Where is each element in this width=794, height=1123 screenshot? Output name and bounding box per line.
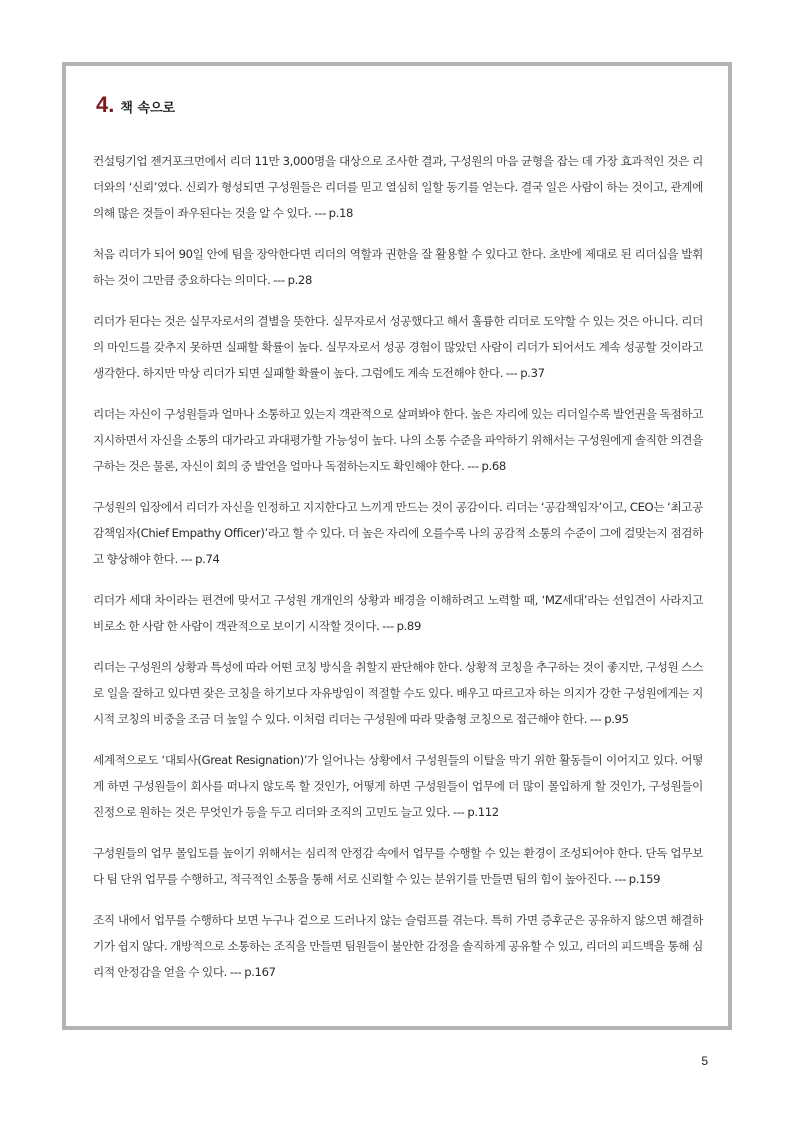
excerpt-paragraph: 구성원의 입장에서 리더가 자신을 인정하고 지지한다고 느끼게 만드는 것이 공감이다. 리더는 ‘공감책임자’이고, CEO는 ‘최고공감책임자(Chief Empathy Officer)’라고 할 수 있다. 더 높은 자리에 오를수록 나의 공감적 소통의 수준이 그에 걸맞는지 점검하고 향상해야 한다. --- p.74 xyxy=(93,500,703,566)
excerpt-paragraph: 세계적으로도 ‘대퇴사(Great Resignation)’가 일어나는 상황에서 구성원들의 이탈을 막기 위한 활동들이 이어지고 있다. 어떻게 하면 구성원들이 회사를 떠나지 않도록 할 것인가, 어떻게 하면 구성원들이 업무에 더 많이 몰입하게 할 것인가, 구성원들이 진정으로 원하는 것은 무엇인가 등을 두고 리더와 조직의 고민도 늘고 있다. --- p.112 xyxy=(93,753,703,819)
excerpt-paragraph: 리더가 된다는 것은 실무자로서의 결별을 뜻한다. 실무자로서 성공했다고 해서 훌륭한 리더로 도약할 수 있는 것은 아니다. 리더의 마인드를 갖추지 못하면 실패할 확률이 높다. 실무자로서 성공 경험이 많았던 사람이 리더가 되어서도 계속 성공할 것이라고 생각한다. 하지만 막상 리더가 되면 실패할 확률이 높다. 그럼에도 계속 도전해야 한다. --- p.37 xyxy=(93,314,703,380)
page-number: 5 xyxy=(701,1054,708,1068)
section-title: 책 속으로 xyxy=(120,101,176,116)
excerpt-paragraph: 리더는 구성원의 상황과 특성에 따라 어떤 코칭 방식을 취할지 판단해야 한다. 상황적 코칭을 추구하는 것이 좋지만, 구성원 스스로 일을 잘하고 있다면 잦은 코칭을 하기보다 자유방임이 적절할 수도 있다. 배우고 따르고자 하는 의지가 강한 구성원에게는 지시적 코칭의 비중을 조금 더 높일 수 있다. 이처럼 리더는 구성원에 따라 맞춤형 코칭으로 접근해야 한다. --- p.95 xyxy=(93,660,703,726)
excerpt-list xyxy=(93,148,703,1000)
section-number: 4. xyxy=(96,92,115,117)
excerpt-paragraph: 리더는 자신이 구성원들과 얼마나 소통하고 있는지 객관적으로 살펴봐야 한다. 높은 자리에 있는 리더일수록 발언권을 독점하고 지시하면서 자신을 소통의 대가라고 과대평가할 가능성이 높다. 나의 소통 수준을 파악하기 위해서는 구성원에게 솔직한 의견을 구하는 것은 물론, 자신이 회의 중 발언을 얼마나 독점하는지도 확인해야 한다. --- p.68 xyxy=(93,407,703,473)
excerpt-paragraph: 컨설팅기업 젠거포크먼에서 리더 11만 3,000명을 대상으로 조사한 결과, 구성원의 마음 균형을 잡는 데 가장 효과적인 것은 리더와의 ‘신뢰’였다. 신뢰가 형성되면 구성원들은 리더를 믿고 열심히 일할 동기를 얻는다. 결국 일은 사람이 하는 것이고, 관계에 의해 많은 것들이 좌우된다는 것을 알 수 있다. --- p.18 xyxy=(93,154,703,220)
section-heading xyxy=(96,92,175,118)
content-frame xyxy=(62,62,732,1030)
excerpt-paragraph: 처음 리더가 되어 90일 안에 팀을 장악한다면 리더의 역할과 권한을 잘 활용할 수 있다고 한다. 초반에 제대로 된 리더십을 발휘하는 것이 그만큼 중요하다는 의미다. --- p.28 xyxy=(93,247,703,287)
excerpt-paragraph: 조직 내에서 업무를 수행하다 보면 누구나 겉으로 드러나지 않는 슬럼프를 겪는다. 특히 가면 증후군은 공유하지 않으면 해결하기가 쉽지 않다. 개방적으로 소통하는 조직을 만들면 팀원들이 불안한 감정을 솔직하게 공유할 수 있고, 리더의 피드백을 통해 심리적 안정감을 얻을 수 있다. --- p.167 xyxy=(93,913,703,979)
excerpt-paragraph: 구성원들의 업무 몰입도를 높이기 위해서는 심리적 안정감 속에서 업무를 수행할 수 있는 환경이 조성되어야 한다. 단독 업무보다 팀 단위 업무를 수행하고, 적극적인 소통을 통해 서로 신뢰할 수 있는 분위기를 만들면 팀의 힘이 높아진다. --- p.159 xyxy=(93,846,703,886)
excerpt-paragraph: 리더가 세대 차이라는 편견에 맞서고 구성원 개개인의 상황과 배경을 이해하려고 노력할 때, ‘MZ세대’라는 선입견이 사라지고 비로소 한 사람 한 사람이 객관적으로 보이기 시작할 것이다. --- p.89 xyxy=(93,593,703,633)
